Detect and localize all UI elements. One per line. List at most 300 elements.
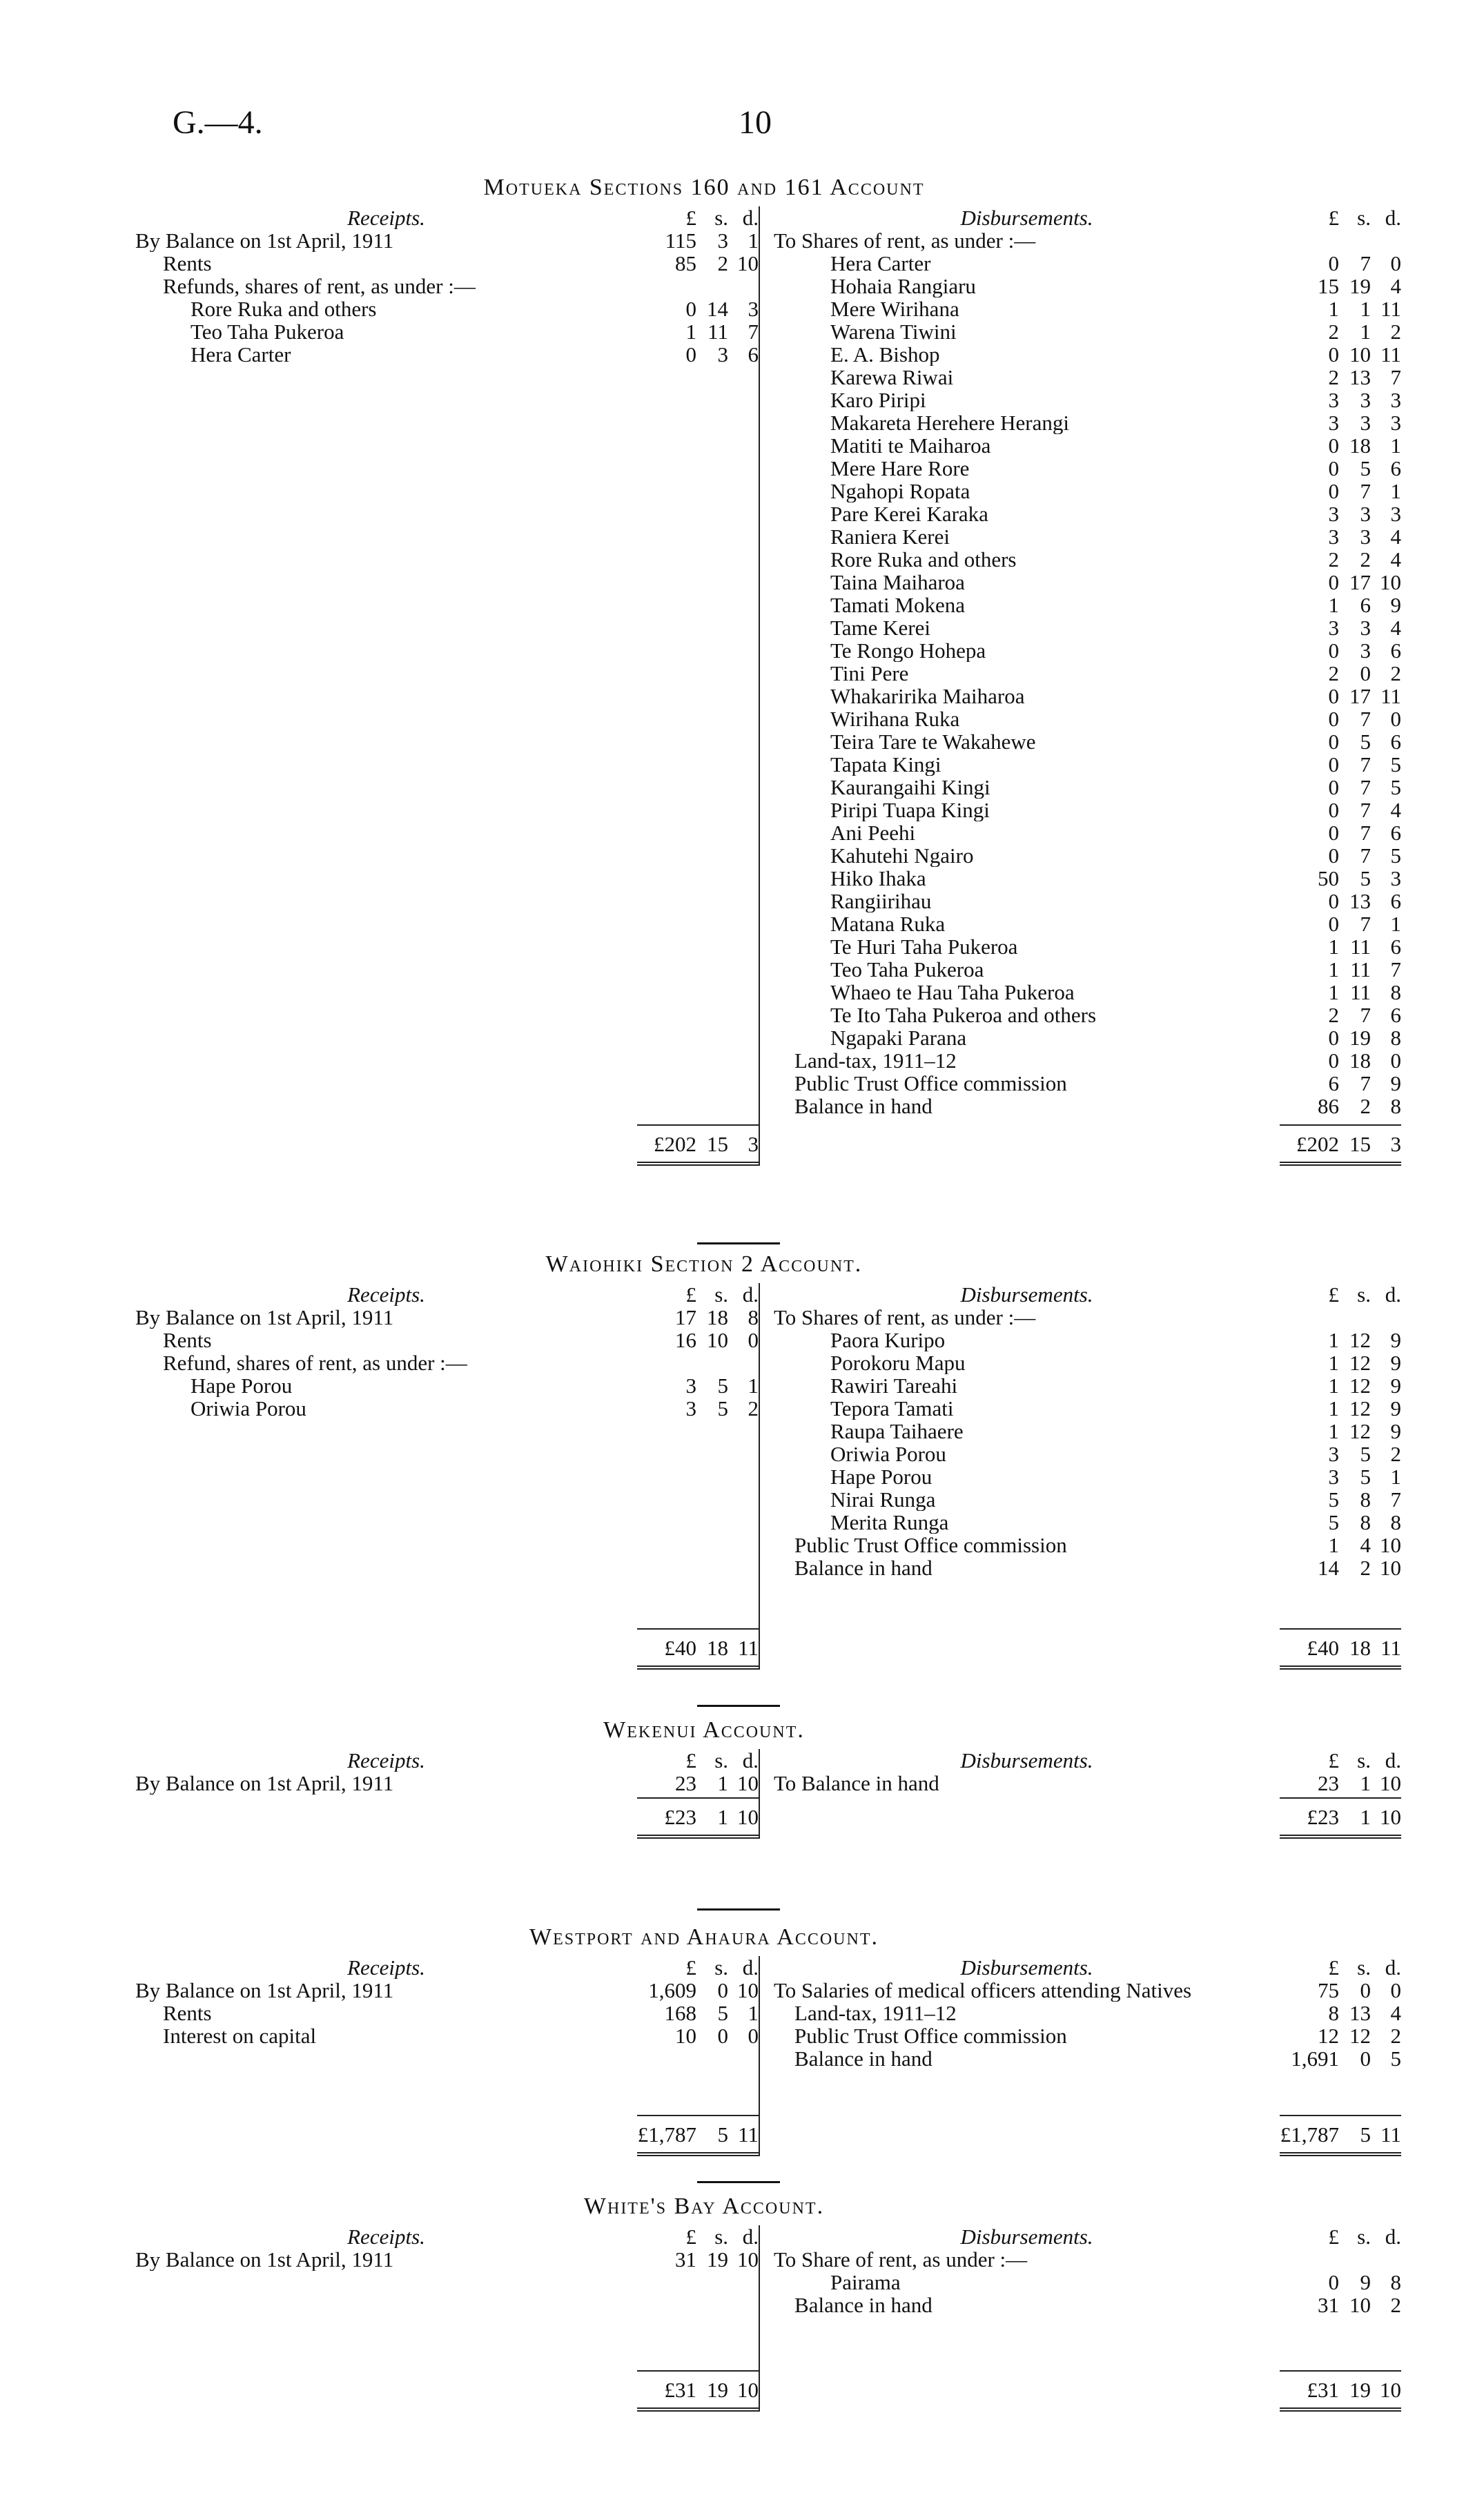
disbursement-label: Ngahopi Ropata <box>830 480 970 502</box>
receipt-pence: 0 <box>748 2024 759 2048</box>
disbursement-shillings: 17 <box>1349 684 1371 708</box>
account-title: Westport and Ahaura Account. <box>529 1924 879 1950</box>
disbursements-total <box>1280 2115 1401 2156</box>
disbursement-pence <box>1371 229 1401 252</box>
disbursements-total-shillings: 15 <box>1349 1131 1371 1156</box>
receipt-pounds: 3 <box>685 1396 697 1420</box>
account-section <box>131 1926 1401 2156</box>
disbursements-total-pence: 11 <box>1380 2122 1401 2147</box>
disbursement-pounds: 0 <box>1328 684 1339 708</box>
disbursement-row <box>760 1488 1401 1511</box>
receipt-shillings: 0 <box>717 2024 729 2048</box>
account-columns <box>131 206 1401 1166</box>
disbursement-pounds: 3 <box>1328 525 1339 549</box>
disbursement-label: Rangiirihau <box>830 890 932 912</box>
disbursement-amount <box>1280 821 1401 844</box>
section-separator-rule <box>697 1242 780 1244</box>
disbursement-shillings: 12 <box>1349 1396 1371 1420</box>
receipt-amount <box>637 320 759 343</box>
receipts-currency-heading-pence: d. <box>742 1748 759 1772</box>
account-title: Waiohiki Section 2 Account. <box>545 1251 863 1277</box>
receipt-label: By Balance on 1st April, 1911 <box>135 229 394 252</box>
disbursement-pence: 1 <box>1390 433 1401 458</box>
column-header-row <box>131 1749 759 1772</box>
receipts-total-pounds: £202 <box>654 1131 697 1156</box>
receipt-row <box>131 1329 759 1351</box>
receipt-label: Oriwia Porou <box>191 1397 306 1420</box>
receipts-total-shillings: 19 <box>707 2377 729 2402</box>
receipt-label: Hape Porou <box>191 1374 293 1397</box>
disbursement-amount <box>1280 2047 1401 2070</box>
receipts-column <box>131 1283 759 1670</box>
receipt-pounds <box>637 275 696 297</box>
receipts-currency-heading-shillings: s. <box>714 1748 729 1772</box>
disbursement-shillings: 2 <box>1360 1556 1371 1580</box>
receipt-shillings <box>696 1351 728 1374</box>
disbursement-row <box>760 1511 1401 1534</box>
disbursements-total-pounds: £40 <box>1307 1635 1339 1660</box>
receipt-label: Hera Carter <box>191 343 291 366</box>
disbursement-label: Te Ito Taha Pukeroa and others <box>830 1004 1097 1026</box>
disbursements-total-amount <box>1280 1133 1401 1155</box>
disbursement-pence: 11 <box>1380 342 1401 367</box>
column-header-row <box>131 206 759 229</box>
disbursement-pounds: 0 <box>1328 342 1339 367</box>
receipts-total-row <box>637 1124 759 1166</box>
disbursement-pence: 0 <box>1390 1048 1401 1073</box>
disbursement-amount <box>1280 1979 1401 2002</box>
disbursement-pence: 2 <box>1390 2293 1401 2317</box>
disbursements-currency-heading-amount <box>1280 1283 1401 1306</box>
disbursements-currency-heading-pence: d. <box>1385 1282 1401 1307</box>
disbursements-column <box>759 2225 1401 2412</box>
receipt-label: Rore Ruka and others <box>191 297 377 320</box>
disbursements-currency-heading-amount <box>1280 1749 1401 1772</box>
account-columns <box>131 1749 1401 1839</box>
receipt-row <box>131 2248 759 2271</box>
receipt-pence: 10 <box>737 1771 759 1795</box>
disbursement-amount <box>1280 1397 1401 1420</box>
disbursement-row <box>760 707 1401 730</box>
disbursement-pounds: 2 <box>1328 365 1339 389</box>
receipt-shillings: 1 <box>717 1771 729 1795</box>
disbursement-pence: 6 <box>1390 456 1401 480</box>
receipts-total-row <box>637 2115 759 2156</box>
disbursement-pounds: 2 <box>1328 661 1339 685</box>
receipt-pence: 1 <box>748 228 759 253</box>
disbursement-row <box>760 275 1401 297</box>
disbursement-amount <box>1280 799 1401 821</box>
disbursement-shillings <box>1339 229 1371 252</box>
disbursement-pence: 2 <box>1390 2024 1401 2048</box>
disbursement-pence: 8 <box>1390 1510 1401 1534</box>
disbursement-amount <box>1280 1004 1401 1026</box>
disbursement-amount <box>1280 707 1401 730</box>
receipt-row <box>131 1306 759 1329</box>
receipts-heading: Receipts. <box>347 1956 425 1979</box>
disbursement-shillings: 8 <box>1360 1487 1371 1512</box>
receipt-shillings: 5 <box>717 1396 729 1420</box>
disbursement-label: Oriwia Porou <box>830 1443 946 1465</box>
receipt-pence: 10 <box>737 251 759 275</box>
disbursement-shillings: 0 <box>1360 2046 1371 2071</box>
receipts-total <box>637 1628 759 1670</box>
disbursement-pence: 2 <box>1390 320 1401 344</box>
receipts-currency-heading-pounds: £ <box>685 2225 697 2249</box>
disbursement-shillings: 7 <box>1360 775 1371 799</box>
section-separator-rule <box>697 1705 780 1707</box>
receipts-currency-heading-amount <box>637 1283 759 1306</box>
disbursement-pence: 9 <box>1390 1071 1401 1095</box>
disbursement-label: Wirihana Ruka <box>830 707 960 730</box>
disbursements-total-shillings: 1 <box>1360 1804 1371 1829</box>
disbursement-pence: 3 <box>1390 388 1401 412</box>
disbursement-row <box>760 548 1401 571</box>
disbursements-total-pence: 3 <box>1390 1131 1401 1156</box>
receipt-amount <box>637 1397 759 1420</box>
disbursement-label: Public Trust Office commission <box>794 1072 1067 1095</box>
disbursement-amount <box>1280 1556 1401 1579</box>
receipts-total-pence: 10 <box>737 2377 759 2402</box>
column-header-row <box>760 1956 1401 1979</box>
disbursement-row <box>760 958 1401 981</box>
disbursement-pence: 8 <box>1390 2270 1401 2294</box>
disbursement-shillings <box>1339 1306 1371 1329</box>
account-section <box>131 1719 1401 1839</box>
disbursements-total-row <box>1280 1628 1401 1670</box>
disbursement-shillings: 7 <box>1360 707 1371 731</box>
disbursement-shillings: 3 <box>1360 388 1371 412</box>
receipt-row <box>131 1374 759 1397</box>
disbursement-shillings: 7 <box>1360 843 1371 868</box>
receipts-total-amount <box>637 2123 759 2146</box>
disbursement-pounds: 3 <box>1328 616 1339 640</box>
disbursement-row <box>760 776 1401 799</box>
disbursement-row <box>760 1772 1401 1795</box>
disbursement-pounds: 0 <box>1328 912 1339 936</box>
disbursement-amount <box>1280 1443 1401 1465</box>
receipt-row <box>131 2002 759 2024</box>
disbursement-shillings: 18 <box>1349 433 1371 458</box>
receipts-heading: Receipts. <box>347 1283 425 1306</box>
page-number: 10 <box>739 104 772 141</box>
disbursement-label: Te Huri Taha Pukeroa <box>830 935 1018 958</box>
receipts-currency-heading-amount <box>637 1749 759 1772</box>
disbursement-row <box>760 320 1401 343</box>
disbursement-pence: 4 <box>1390 547 1401 571</box>
disbursement-pounds: 3 <box>1328 411 1339 435</box>
disbursement-amount <box>1280 662 1401 685</box>
receipts-total-amount <box>637 1636 759 1659</box>
page-code: G.—4. <box>173 104 263 141</box>
disbursements-currency-heading-shillings: s. <box>1357 1748 1371 1772</box>
disbursement-label: Teira Tare te Wakahewe <box>830 730 1036 753</box>
disbursement-label: Matiti te Maiharoa <box>830 434 991 457</box>
disbursement-shillings: 2 <box>1360 547 1371 571</box>
account-columns <box>131 1283 1401 1670</box>
receipts-total-pence: 10 <box>737 1804 759 1829</box>
disbursement-pounds: 5 <box>1328 1487 1339 1512</box>
disbursement-pounds: 1 <box>1328 1533 1339 1557</box>
disbursement-pounds: 0 <box>1328 889 1339 913</box>
disbursement-label: Ani Peehi <box>830 821 916 844</box>
receipt-pence <box>728 1351 759 1374</box>
disbursement-amount <box>1280 1329 1401 1351</box>
receipt-pence: 2 <box>748 1396 759 1420</box>
receipt-pounds: 1 <box>685 320 697 344</box>
receipts-currency-heading-pounds: £ <box>685 206 697 230</box>
receipt-label: Rents <box>163 1329 212 1351</box>
disbursement-amount <box>1280 525 1401 548</box>
disbursement-pounds: 1 <box>1328 593 1339 617</box>
receipts-currency-heading-shillings: s. <box>714 1282 729 1307</box>
disbursement-amount <box>1280 434 1401 457</box>
disbursement-shillings: 3 <box>1360 616 1371 640</box>
receipts-currency-heading-shillings: s. <box>714 206 729 230</box>
disbursement-label: Piripi Tuapa Kingi <box>830 799 990 821</box>
disbursement-label: Public Trust Office commission <box>794 2024 1067 2047</box>
disbursement-shillings: 8 <box>1360 1510 1371 1534</box>
receipt-pounds: 23 <box>675 1771 697 1795</box>
disbursement-row <box>760 1306 1401 1329</box>
disbursement-pounds <box>1280 1306 1339 1329</box>
disbursement-amount <box>1280 867 1401 890</box>
disbursement-shillings: 1 <box>1360 320 1371 344</box>
disbursement-amount <box>1280 275 1401 297</box>
disbursement-amount <box>1280 480 1401 502</box>
disbursement-shillings: 7 <box>1360 912 1371 936</box>
column-header-row <box>760 206 1401 229</box>
receipts-total-pounds: £1,787 <box>637 2122 697 2147</box>
receipt-shillings: 5 <box>717 1374 729 1398</box>
disbursement-label: Whakaririka Maiharoa <box>830 685 1025 707</box>
disbursement-amount <box>1280 389 1401 411</box>
receipts-currency-heading-amount <box>637 206 759 229</box>
disbursement-row <box>760 685 1401 707</box>
receipt-pence: 3 <box>748 297 759 321</box>
disbursement-pounds: 0 <box>1328 1026 1339 1050</box>
disbursement-pounds: 0 <box>1328 798 1339 822</box>
receipt-amount <box>637 2002 759 2024</box>
disbursement-pence: 10 <box>1380 1771 1401 1795</box>
account-section <box>131 176 1401 1166</box>
receipts-currency-heading-pence: d. <box>742 1955 759 1980</box>
receipt-shillings <box>696 275 728 297</box>
disbursement-label: Hape Porou <box>830 1465 933 1488</box>
disbursements-currency-heading-amount <box>1280 206 1401 229</box>
disbursement-row <box>760 594 1401 616</box>
disbursement-shillings: 5 <box>1360 456 1371 480</box>
disbursement-pence: 9 <box>1390 1374 1401 1398</box>
receipt-amount <box>637 1329 759 1351</box>
disbursement-amount <box>1280 1072 1401 1095</box>
receipt-row <box>131 2024 759 2047</box>
receipt-amount <box>637 1979 759 2002</box>
disbursements-total-amount <box>1280 2123 1401 2146</box>
receipt-row <box>131 1772 759 1795</box>
disbursement-pounds: 1 <box>1328 1374 1339 1398</box>
receipt-row <box>131 343 759 366</box>
disbursement-amount <box>1280 912 1401 935</box>
disbursement-amount <box>1280 1374 1401 1397</box>
disbursement-row <box>760 2294 1401 2316</box>
receipt-label: By Balance on 1st April, 1911 <box>135 1772 394 1795</box>
disbursement-shillings: 12 <box>1349 1328 1371 1352</box>
disbursement-pence: 9 <box>1390 1351 1401 1375</box>
disbursements-total-row <box>1280 1797 1401 1839</box>
disbursement-row <box>760 890 1401 912</box>
receipts-currency-heading-amount <box>637 2225 759 2248</box>
receipt-label: Rents <box>163 2002 212 2024</box>
receipts-column <box>131 2225 759 2412</box>
receipt-amount <box>637 1306 759 1329</box>
disbursement-pounds: 0 <box>1328 821 1339 845</box>
receipts-currency-heading-shillings: s. <box>714 2225 729 2249</box>
disbursement-row <box>760 1072 1401 1095</box>
disbursement-row <box>760 434 1401 457</box>
receipts-heading: Receipts. <box>347 1749 425 1772</box>
disbursement-label: Hiko Ihaka <box>830 867 926 890</box>
disbursements-total-pence: 11 <box>1380 1635 1401 1660</box>
receipt-row <box>131 229 759 252</box>
disbursement-pence: 6 <box>1390 889 1401 913</box>
receipt-pence: 0 <box>748 1328 759 1352</box>
receipts-currency-heading-shillings: s. <box>714 1955 729 1980</box>
disbursement-pounds: 8 <box>1328 2001 1339 2025</box>
disbursement-shillings: 13 <box>1349 889 1371 913</box>
disbursement-pounds: 0 <box>1328 707 1339 731</box>
receipt-shillings: 3 <box>717 228 729 253</box>
disbursements-total <box>1280 1797 1401 1839</box>
receipt-label: Refund, shares of rent, as under :— <box>163 1351 467 1374</box>
receipts-currency-heading-pence: d. <box>742 206 759 230</box>
disbursement-row <box>760 1979 1401 2002</box>
disbursement-label: Taina Maiharoa <box>830 571 965 594</box>
disbursement-label: Porokoru Mapu <box>830 1351 966 1374</box>
receipt-pence: 10 <box>737 2247 759 2271</box>
disbursement-pounds: 12 <box>1318 2024 1339 2048</box>
disbursement-pounds: 5 <box>1328 1510 1339 1534</box>
receipt-shillings: 2 <box>717 251 729 275</box>
disbursement-label: Tepora Tamati <box>830 1397 954 1420</box>
disbursement-label: Public Trust Office commission <box>794 1534 1067 1556</box>
disbursement-label: Makareta Herehere Herangi <box>830 411 1069 434</box>
disbursement-pence: 3 <box>1390 502 1401 526</box>
disbursement-amount <box>1280 890 1401 912</box>
disbursements-total-shillings: 19 <box>1349 2377 1371 2402</box>
receipt-label: By Balance on 1st April, 1911 <box>135 1979 394 2002</box>
disbursements-currency-heading-pounds: £ <box>1328 206 1339 230</box>
receipt-amount <box>637 275 759 297</box>
receipts-currency-heading-pence: d. <box>742 1282 759 1307</box>
receipt-amount <box>637 343 759 366</box>
disbursement-label: Kaurangaihi Kingi <box>830 776 990 799</box>
disbursement-shillings: 9 <box>1360 2270 1371 2294</box>
receipt-row <box>131 1397 759 1420</box>
disbursement-pounds: 1 <box>1328 957 1339 981</box>
disbursement-pence: 7 <box>1390 957 1401 981</box>
disbursements-total-pounds: £1,787 <box>1280 2122 1339 2147</box>
disbursement-shillings: 6 <box>1360 593 1371 617</box>
disbursement-amount <box>1280 1351 1401 1374</box>
receipt-pounds: 31 <box>675 2247 697 2271</box>
disbursement-amount <box>1280 320 1401 343</box>
disbursement-amount <box>1280 2248 1401 2271</box>
receipts-total-pence: 3 <box>748 1131 759 1156</box>
disbursement-row <box>760 935 1401 958</box>
disbursement-pounds: 0 <box>1328 752 1339 776</box>
disbursement-row <box>760 981 1401 1004</box>
disbursement-row <box>760 366 1401 389</box>
disbursement-pence: 10 <box>1380 1556 1401 1580</box>
disbursement-row <box>760 343 1401 366</box>
disbursement-row <box>760 502 1401 525</box>
disbursement-label: Rore Ruka and others <box>830 548 1017 571</box>
disbursement-pounds: 1,691 <box>1291 2046 1339 2071</box>
disbursement-pence: 8 <box>1390 1094 1401 1118</box>
disbursement-label: Merita Runga <box>830 1511 949 1534</box>
receipts-total-pounds: £23 <box>664 1804 697 1829</box>
receipt-amount <box>637 2024 759 2047</box>
disbursements-currency-heading-pence: d. <box>1385 1955 1401 1980</box>
receipt-pounds: 0 <box>685 297 697 321</box>
disbursements-heading: Disbursements. <box>960 1956 1093 1979</box>
disbursements-total-shillings: 5 <box>1360 2122 1371 2147</box>
disbursement-row <box>760 639 1401 662</box>
disbursement-label: Raniera Kerei <box>830 525 950 548</box>
disbursements-total-pence: 10 <box>1380 2377 1401 2402</box>
disbursement-amount <box>1280 958 1401 981</box>
disbursement-amount <box>1280 548 1401 571</box>
disbursement-pence: 6 <box>1390 730 1401 754</box>
disbursements-currency-heading-pence: d. <box>1385 206 1401 230</box>
column-header-row <box>131 1956 759 1979</box>
disbursement-pence: 11 <box>1380 297 1401 321</box>
disbursement-amount <box>1280 411 1401 434</box>
disbursement-pence <box>1371 1306 1401 1329</box>
disbursement-label: Warena Tiwini <box>830 320 957 343</box>
disbursement-row <box>760 2024 1401 2047</box>
disbursement-pence: 4 <box>1390 2001 1401 2025</box>
disbursements-currency-heading-amount <box>1280 2225 1401 2248</box>
disbursements-total-row <box>1280 1124 1401 1166</box>
disbursement-pounds: 1 <box>1328 980 1339 1004</box>
receipt-pounds: 168 <box>664 2001 697 2025</box>
disbursement-pounds: 15 <box>1318 274 1339 298</box>
disbursement-shillings: 13 <box>1349 2001 1371 2025</box>
disbursement-label: Land-tax, 1911–12 <box>794 1049 957 1072</box>
disbursement-shillings: 12 <box>1349 2024 1371 2048</box>
receipt-pounds: 10 <box>675 2024 697 2048</box>
disbursement-amount <box>1280 2024 1401 2047</box>
disbursement-shillings: 7 <box>1360 251 1371 275</box>
disbursements-total-pounds: £31 <box>1307 2377 1339 2402</box>
disbursement-row <box>760 753 1401 776</box>
disbursement-label: Land-tax, 1911–12 <box>794 2002 957 2024</box>
disbursement-amount <box>1280 229 1401 252</box>
disbursement-row <box>760 1556 1401 1579</box>
disbursement-pence: 3 <box>1390 866 1401 890</box>
disbursement-shillings: 13 <box>1349 365 1371 389</box>
disbursement-pounds: 86 <box>1318 1094 1339 1118</box>
column-header-row <box>760 1283 1401 1306</box>
receipt-pounds <box>637 1351 696 1374</box>
receipt-row <box>131 252 759 275</box>
disbursement-label: Karo Piripi <box>830 389 926 411</box>
disbursement-row <box>760 2248 1401 2271</box>
disbursement-shillings: 3 <box>1360 638 1371 663</box>
receipt-shillings: 3 <box>717 342 729 367</box>
